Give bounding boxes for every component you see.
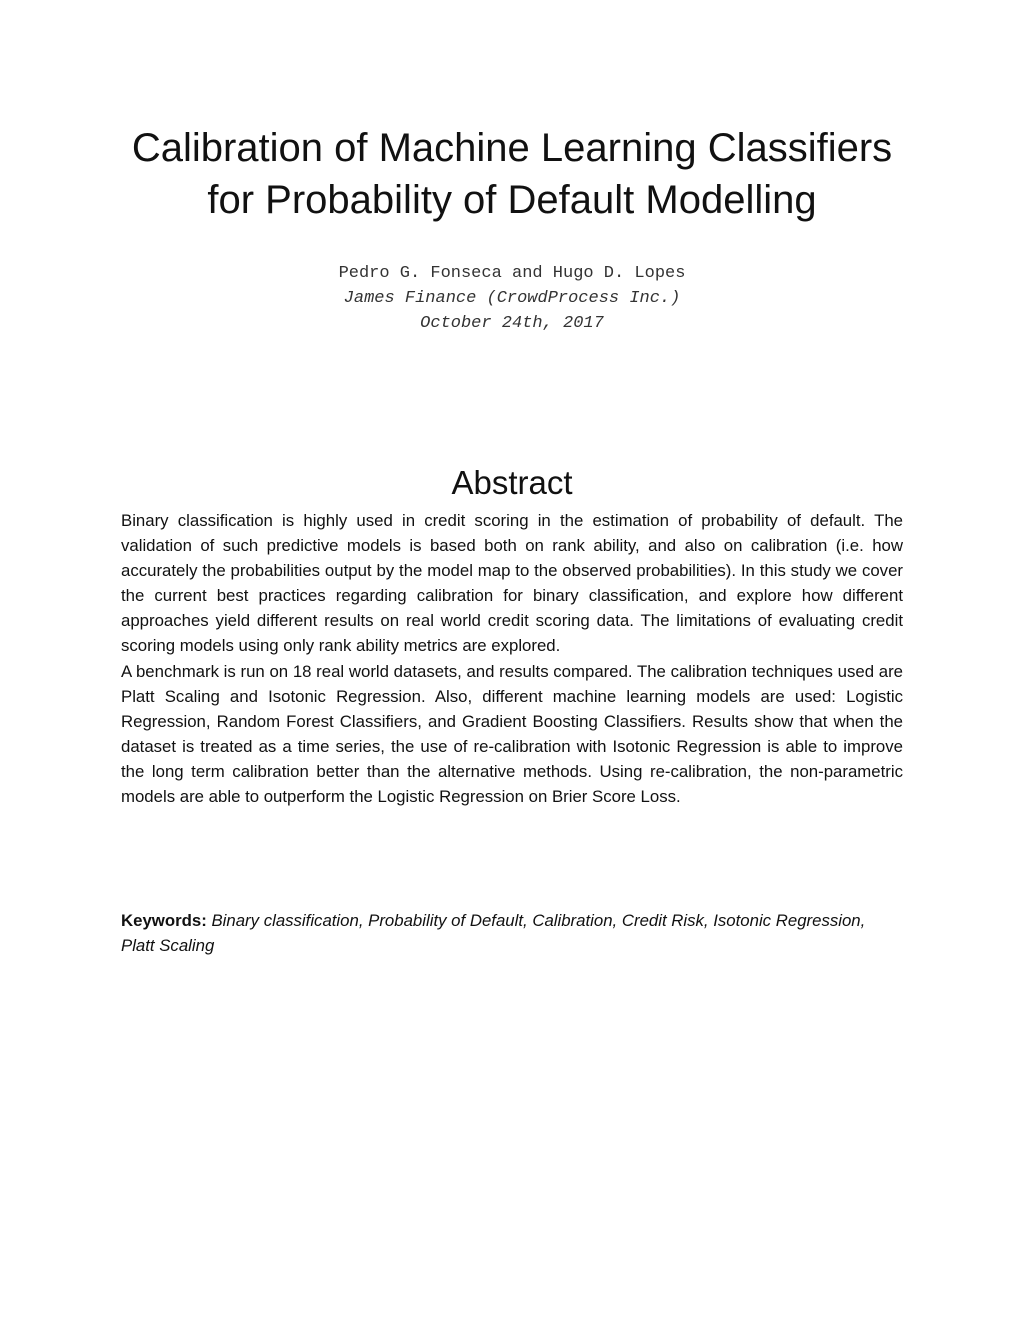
title-line-2: for Probability of Default Modelling — [207, 178, 817, 222]
keywords — [121, 908, 903, 958]
publication-date: October 24th, 2017 — [420, 314, 604, 333]
abstract-heading: Abstract — [451, 464, 573, 501]
keywords-text: Binary classification, Probability of Default, Calibration, Credit Risk, Isotonic Regression, Platt Scaling — [121, 911, 866, 956]
paper-title — [60, 122, 964, 226]
abstract-body — [121, 508, 903, 809]
abstract-paragraph-1: Binary classification is highly used in credit scoring in the estimation of probability of default. The validation of such predictive models is based both on rank ability, and also on calibration (i.e. how accurately the probabilities output by the model map to the observed probabilities). In this study we cover the current best practices regarding calibration for binary classification, and explore how different approaches yield different results on real world credit scoring data. The limitations of evaluating credit scoring models using only rank ability metrics are explored. — [121, 511, 903, 656]
authors: Pedro G. Fonseca and Hugo D. Lopes — [338, 264, 686, 283]
abstract-paragraph-2: A benchmark is run on 18 real world datasets, and results compared. The calibration techniques used are Platt Scaling and Isotonic Regression. Also, different machine learning models are used: Logistic Regression, Random Forest Classifiers, and Gradient Boosting Classifiers. Results show that when the dataset is treated as a time series, the use of re-calibration with Isotonic Regression is able to improve the long term calibration better than the alternative methods. Using re-calibration, the non-parametric models are able to outperform the Logistic Regression on Brier Score Loss. — [121, 661, 903, 807]
title-line-1: Calibration of Machine Learning Classifiers — [131, 126, 893, 170]
keywords-label: Keywords: — [121, 911, 207, 930]
affiliation: James Finance (CrowdProcess Inc.) — [343, 289, 681, 308]
